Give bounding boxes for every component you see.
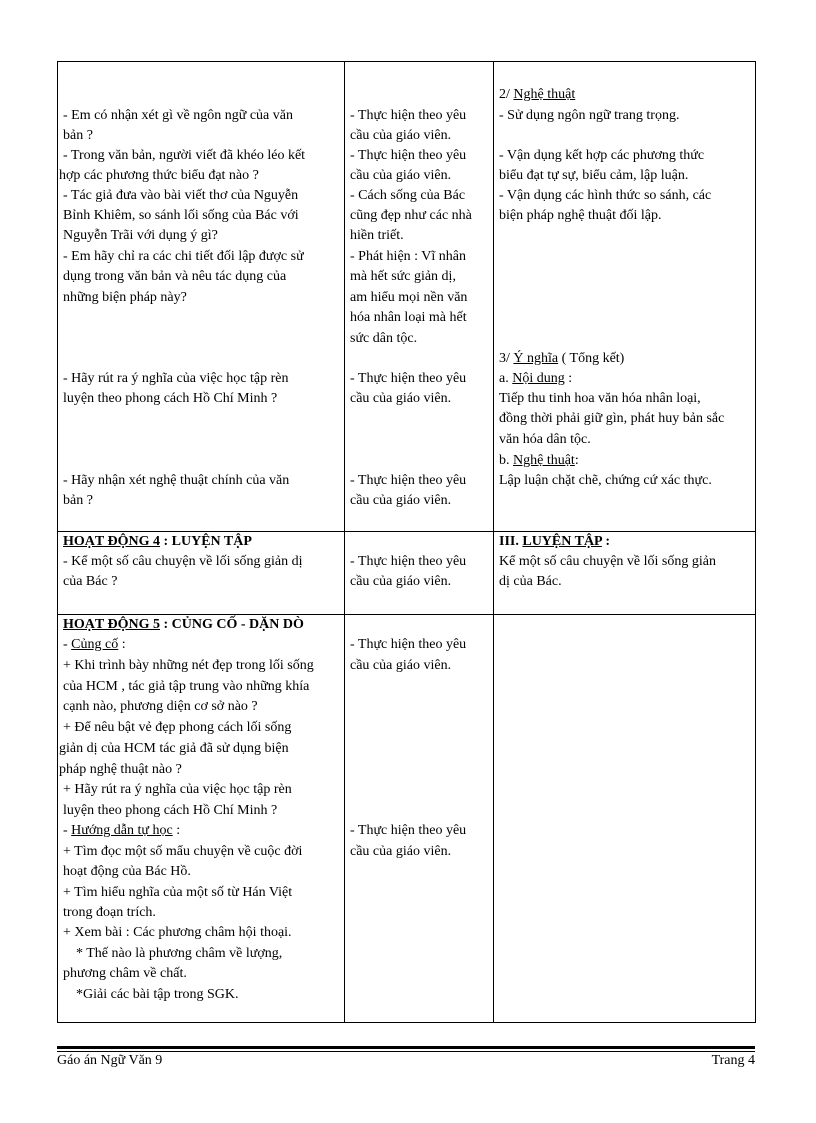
content-text: biện pháp nghệ thuật đối lập. [499, 208, 662, 223]
section-heading: 3/ Ý nghĩa ( Tổng kết) [499, 351, 625, 366]
response-text: - Thực hiện theo yêu [350, 371, 467, 386]
response-text: - Thực hiện theo yêu [350, 637, 467, 652]
question-text: + Tìm hiểu nghĩa của một số từ Hán Việt [63, 885, 293, 900]
question-text: dụng trong văn bản và nêu tác dụng của [63, 269, 287, 284]
response-text: cầu của giáo viên. [350, 844, 452, 859]
subheading: - Hướng dẫn tự học : [63, 823, 181, 838]
content-text: - Vận dụng kết hợp các phương thức [499, 148, 705, 163]
question-text: * Thế nào là phương châm về lượng, [76, 946, 283, 961]
footer-divider [57, 1046, 755, 1049]
question-text: + Xem bài : Các phương châm hội thoại. [63, 925, 292, 940]
question-text: - Trong văn bản, người viết đã khéo léo kết [63, 148, 306, 163]
response-text: - Cách sống của Bác [350, 188, 466, 203]
content-text: - Sử dụng ngôn ngữ trang trọng. [499, 108, 680, 123]
question-text: pháp nghệ thuật nào ? [59, 762, 182, 777]
content-text: biểu đạt tự sự, biểu cảm, lập luận. [499, 168, 689, 183]
table-row [58, 615, 756, 1023]
question-text: cạnh nào, phương diện cơ sở nào ? [63, 699, 258, 714]
question-text: - Tác giả đưa vào bài viết thơ của Nguyễn [63, 188, 299, 203]
response-text: cầu của giáo viên. [350, 391, 452, 406]
response-text: - Thực hiện theo yêu [350, 473, 467, 488]
response-text: - Thực hiện theo yêu [350, 823, 467, 838]
response-text: mà hết sức giản dị, [350, 269, 456, 284]
question-text: của Bác ? [63, 574, 118, 589]
student-activity-cell [345, 532, 494, 615]
response-text: - Thực hiện theo yêu [350, 148, 467, 163]
response-text: - Phát hiện : Vĩ nhân [350, 249, 467, 264]
question-text: trong đoạn trích. [63, 905, 156, 920]
subheading: - Củng cố : [63, 637, 126, 652]
content-text: Kể một số câu chuyện về lối sống giản [499, 554, 716, 569]
content-text: - Vận dụng các hình thức so sánh, các [499, 188, 712, 203]
content-text: đồng thời phải giữ gìn, phát huy bản sắc [499, 411, 725, 426]
response-text: am hiểu mọi nền văn [350, 290, 468, 305]
question-text: luyện theo phong cách Hồ Chí Minh ? [63, 803, 278, 818]
response-text: hóa nhân loại mà hết [350, 310, 467, 325]
question-text: Nguyễn Trãi với dụng ý gì? [63, 228, 218, 243]
question-text: - Hãy rút ra ý nghĩa của việc học tập rèn [63, 371, 289, 386]
question-text: phương châm về chất. [63, 966, 187, 981]
content-cell [494, 532, 756, 615]
question-text: - Hãy nhận xét nghệ thuật chính của văn [63, 473, 290, 488]
response-text: hiền triết. [350, 228, 404, 243]
table-row [58, 532, 756, 615]
question-text: bản ? [63, 493, 93, 508]
student-activity-cell [345, 615, 494, 1023]
student-activity-cell [345, 62, 494, 532]
footer-title: Gáo án Ngữ Văn 9 [57, 1053, 163, 1068]
section-heading: 2/ Nghệ thuật [499, 87, 576, 102]
question-text: Bỉnh Khiêm, so sánh lối sống của Bác với [63, 208, 299, 223]
activity-heading: HOẠT ĐỘNG 4 : LUYỆN TẬP [63, 534, 252, 549]
content-text: Tiếp thu tinh hoa văn hóa nhân loại, [499, 391, 701, 406]
question-text: + Để nêu bật vẻ đẹp phong cách lối sống [63, 720, 292, 735]
content-text: dị của Bác. [499, 574, 562, 589]
subheading: a. Nội dung : [499, 371, 573, 386]
page-number: Trang 4 [711, 1053, 755, 1068]
subheading: b. Nghệ thuật: [499, 453, 579, 468]
question-text: + Hãy rút ra ý nghĩa của việc học tập rèn [63, 782, 292, 797]
question-text: - Kể một số câu chuyện về lối sống giản dị [63, 554, 303, 569]
lesson-plan-table [57, 61, 756, 1023]
question-text: - Em hãy chỉ ra các chi tiết đối lập được sử [63, 249, 304, 264]
question-text: những biện pháp này? [63, 290, 187, 305]
section-heading: III. LUYỆN TẬP : [499, 534, 611, 549]
table-row [58, 62, 756, 532]
response-text: - Thực hiện theo yêu [350, 554, 467, 569]
question-text: + Khi trình bày những nét đẹp trong lối sống [63, 658, 314, 673]
question-text: bản ? [63, 128, 93, 143]
content-text: văn hóa dân tộc. [499, 432, 591, 447]
question-text: *Giải các bài tập trong SGK. [76, 987, 239, 1002]
teacher-activity-cell [58, 532, 345, 615]
content-text: Lập luận chặt chẽ, chứng cứ xác thực. [499, 473, 712, 488]
question-text: giản dị của HCM tác giả đã sử dụng biện [59, 741, 289, 756]
response-text: cầu của giáo viên. [350, 658, 452, 673]
question-text: + Tìm đọc một số mẩu chuyện về cuộc đời [63, 844, 303, 859]
question-text: luyện theo phong cách Hồ Chí Minh ? [63, 391, 278, 406]
response-text: cũng đẹp như các nhà [350, 208, 472, 223]
content-cell [494, 615, 756, 1023]
question-text: của HCM , tác giả tập trung vào những khía [63, 679, 310, 694]
question-text: hợp các phương thức biểu đạt nào ? [59, 168, 259, 183]
question-text: hoạt động của Bác Hồ. [63, 864, 191, 879]
response-text: sức dân tộc. [350, 331, 418, 346]
content-cell [494, 62, 756, 532]
response-text: cầu của giáo viên. [350, 574, 452, 589]
response-text: cầu của giáo viên. [350, 128, 452, 143]
activity-heading: HOẠT ĐỘNG 5 : CỦNG CỐ - DẶN DÒ [63, 617, 304, 632]
response-text: cầu của giáo viên. [350, 493, 452, 508]
footer-divider [57, 1051, 755, 1052]
question-text: - Em có nhận xét gì về ngôn ngữ của văn [63, 108, 293, 123]
response-text: - Thực hiện theo yêu [350, 108, 467, 123]
teacher-activity-cell [58, 62, 345, 532]
teacher-activity-cell [58, 615, 345, 1023]
response-text: cầu của giáo viên. [350, 168, 452, 183]
